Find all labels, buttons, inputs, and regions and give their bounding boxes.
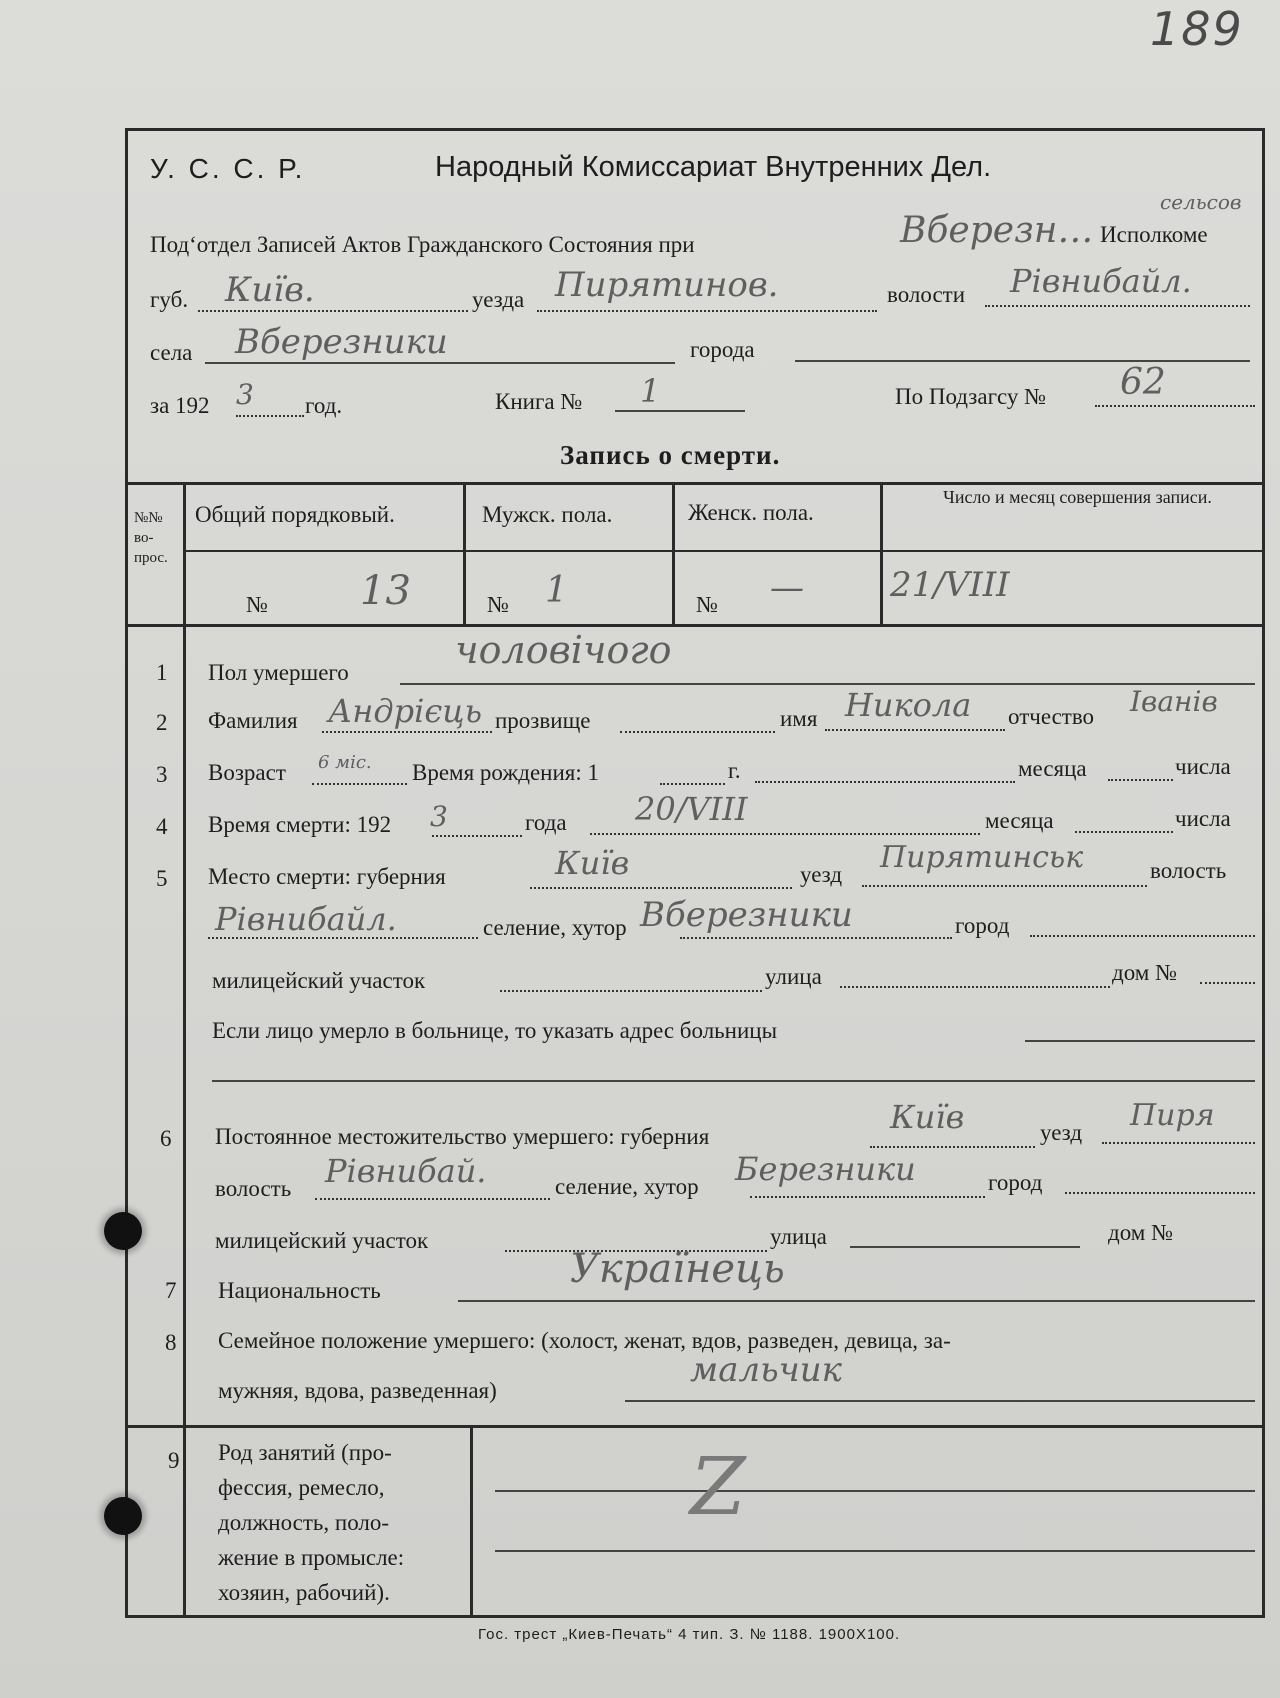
r6-gorod-label: город [988,1170,1043,1195]
hw-r6-selenie: Березники [735,1150,916,1188]
row-number-4: 4 [156,814,168,839]
book-label: Книга № [495,389,583,414]
r2-surname-label: Фамилия [208,708,298,733]
row-number-6: 6 [160,1126,172,1151]
hw-r5-selenie: Вберезники [640,895,853,935]
r4-death-label: Время смерти: 192 [208,812,392,837]
hw-selo: Вберезники [235,322,448,362]
general-no-sign: № [246,592,268,617]
hw-r5-gub: Київ [555,844,630,882]
r6-street-line [850,1246,1080,1248]
r2-surname-dots [322,731,492,733]
hw-r2-patronymic: Іванів [1130,685,1218,718]
hw-r2-name: Никола [845,686,972,724]
table-top-line [125,482,1265,485]
printer-imprint: Гос. трест „Киев-Печать“ 4 тип. З. № 1188. 1900Х100. [478,1626,901,1643]
r4-day-label: числа [1175,806,1231,831]
r6-militia-label: милицейский участок [215,1228,429,1253]
r5-gorod-dots [1030,935,1255,937]
volost-dots [985,305,1250,307]
row-number-3: 3 [156,762,168,787]
r7-nationality-label: Национальность [218,1278,381,1303]
r9-line-1 [495,1490,1255,1492]
r3-month-dots [755,781,1015,783]
col-male-divider [672,482,675,624]
r3-day-label: числа [1175,754,1231,779]
r6-selenie-label: селение, хутор [555,1174,699,1199]
r5-uezd-dots [862,885,1147,887]
year-dots [236,415,304,417]
hw-subdepartment: Вберезн… [900,210,1094,251]
hw-uezd: Пирятинов. [555,265,779,305]
hw-book: 1 [640,372,661,410]
r5-volost-label: волость [1150,858,1227,883]
row-number-7: 7 [165,1278,177,1303]
r5-street-label: улица [765,964,822,989]
r9-line-2 [495,1550,1255,1552]
r5-militia-label: милицейский участок [212,968,426,993]
r3-g-label: г. [728,758,741,783]
r5-militia-dots [500,990,762,992]
r6-house-label: дом № [1108,1220,1174,1245]
hw-r7: Українець [570,1246,785,1292]
hw-r6-uezd: Пиря [1130,1098,1215,1133]
r2-patronymic-label: отчество [1008,704,1095,729]
col-nn-divider [183,482,186,1618]
subdepartment-suffix: Исполкоме [1100,222,1208,247]
country-label: У. С. С. Р. [150,153,306,184]
r3-month-label: месяца [1018,756,1087,781]
r3-day-dots [1108,779,1173,781]
col-general-divider [463,482,466,624]
podzags-dots [1095,405,1255,407]
hw-r4-year: 3 [430,800,448,833]
r5-gub-dots [530,887,792,889]
r2-name-label: имя [780,706,818,731]
row9-top-line [125,1425,1265,1428]
row-number-1: 1 [156,660,168,685]
r5-gorod-label: город [955,913,1010,938]
uezd-dots [537,310,877,312]
year-label-post: год. [305,393,343,418]
r8-family-line-1: Семейное положение умершего: (холост, женат, вдов, разведен, девица, за- [218,1328,951,1353]
r7-line [458,1300,1255,1302]
r6-selenie-dots [750,1196,985,1198]
punch-hole-bottom [104,1497,142,1535]
row-number-2: 2 [156,710,168,735]
hw-subdepartment-top: сельсов [1160,190,1242,214]
r6-residence-label: Постоянное местожительство умершего: губерния [215,1124,710,1149]
r6-gub-dots [870,1146,1035,1148]
hw-female: — [770,568,804,608]
punch-hole-top [104,1212,142,1250]
hw-r9: Z [690,1440,746,1533]
r5-uezd-label: уезд [800,862,843,887]
male-no-sign: № [487,592,509,617]
r3-age-dots [312,783,407,785]
gub-label: губ. [150,287,189,312]
col-nn-header: №№ во- прос. [134,510,168,566]
r1-line [400,683,1255,685]
r2-nickname-dots [620,731,775,733]
r3-birth-dots [660,783,725,785]
table-mid-line [183,550,1265,552]
r6-volost-label: волость [215,1176,292,1201]
hw-r5-volost: Рівнибайл. [215,900,397,938]
r9-occupation-4: жение в промысле: [218,1545,405,1570]
r6-gorod-dots [1065,1192,1255,1194]
r4-year-label: года [525,810,567,835]
r2-nickname-label: прозвище [495,708,591,733]
col-female-header: Женск. пола. [688,500,814,525]
r4-month-dots [590,833,980,835]
r5-selenie-label: селение, хутор [483,915,627,940]
r3-age-label: Возраст [208,760,286,785]
r6-street-label: улица [770,1224,827,1249]
uezd-label: уезда [472,287,525,312]
hw-r6-gub: Київ [890,1098,965,1136]
gub-dots [198,310,468,312]
r9-occupation-2: фессия, ремесло, [218,1475,385,1500]
table-bottom-line [125,624,1265,627]
r5-house-dots [1200,982,1255,984]
gorod-label: города [690,337,755,362]
book-line [615,410,745,412]
hw-r5-uezd: Пирятинськ [880,840,1084,875]
row9-divider [470,1425,473,1618]
hw-r8: мальчик [690,1350,842,1390]
col-female-divider [880,482,883,624]
r6-volost-dots [315,1198,550,1200]
r5-hospital-line-2 [212,1080,1255,1082]
r6-uezd-label: уезд [1040,1120,1083,1145]
hw-year-digit: 3 [236,378,254,411]
r8-family-line-2: мужняя, вдова, разведенная) [218,1378,497,1403]
year-label-pre: за 192 [150,393,210,418]
hw-date: 21/VIII [890,565,1010,605]
gorod-line [795,360,1250,362]
r1-sex-label: Пол умершего [208,660,349,685]
r5-house-label: дом № [1112,960,1178,985]
r5-hospital-line [1025,1040,1255,1042]
row-number-5: 5 [156,866,168,891]
archive-number: 189 [1150,2,1244,56]
r8-line [625,1400,1255,1402]
r6-uezd-dots [1102,1142,1255,1144]
r5-street-dots [840,986,1110,988]
r4-month-label: месяца [985,808,1054,833]
r4-day-dots [1075,831,1173,833]
hw-gub: Київ. [225,270,315,310]
row-number-9: 9 [168,1448,180,1473]
podzags-label: По Подзагсу № [895,384,1047,409]
r5-hospital-label: Если лицо умерло в больнице, то указать адрес больницы [212,1018,778,1043]
selo-label: села [150,340,193,365]
r5-selenie-dots [680,937,952,939]
selo-line [205,362,675,364]
r4-year-dots [432,835,522,837]
r9-occupation-1: Род занятий (про- [218,1440,392,1465]
r9-occupation-5: хозяин, рабочий). [218,1580,390,1605]
female-no-sign: № [696,592,718,617]
hw-general: 13 [360,568,411,614]
hw-r2-surname: Андрієць [328,692,482,730]
hw-male: 1 [545,570,568,611]
col-date-header: Число и месяц совершения записи. [943,487,1212,507]
r3-birth-label: Время рождения: 1 [412,760,599,785]
hw-volost: Рівнибайл. [1010,262,1192,300]
r9-occupation-3: должность, поло- [218,1510,390,1535]
record-title: Запись о смерти. [560,440,781,470]
col-general-header: Общий порядковый. [195,502,395,527]
row-number-8: 8 [165,1330,177,1355]
subdepartment-prefix: Под‘отдел Записей Актов Гражданского Состояния при [150,232,695,257]
hw-r1: чоловічого [455,628,672,672]
r5-place-label: Место смерти: губерния [208,864,446,889]
r2-name-dots [825,729,1005,731]
volost-label: волости [887,282,966,307]
ministry-title: Народный Комиссариат Внутренних Дел. [435,151,992,183]
hw-podzags: 62 [1120,362,1166,403]
col-male-header: Мужск. пола. [482,502,613,527]
hw-r6-volost: Рівнибай. [325,1152,487,1190]
hw-r4-date: 20/VIII [635,790,748,828]
hw-r3-age: 6 міс. [318,752,372,773]
